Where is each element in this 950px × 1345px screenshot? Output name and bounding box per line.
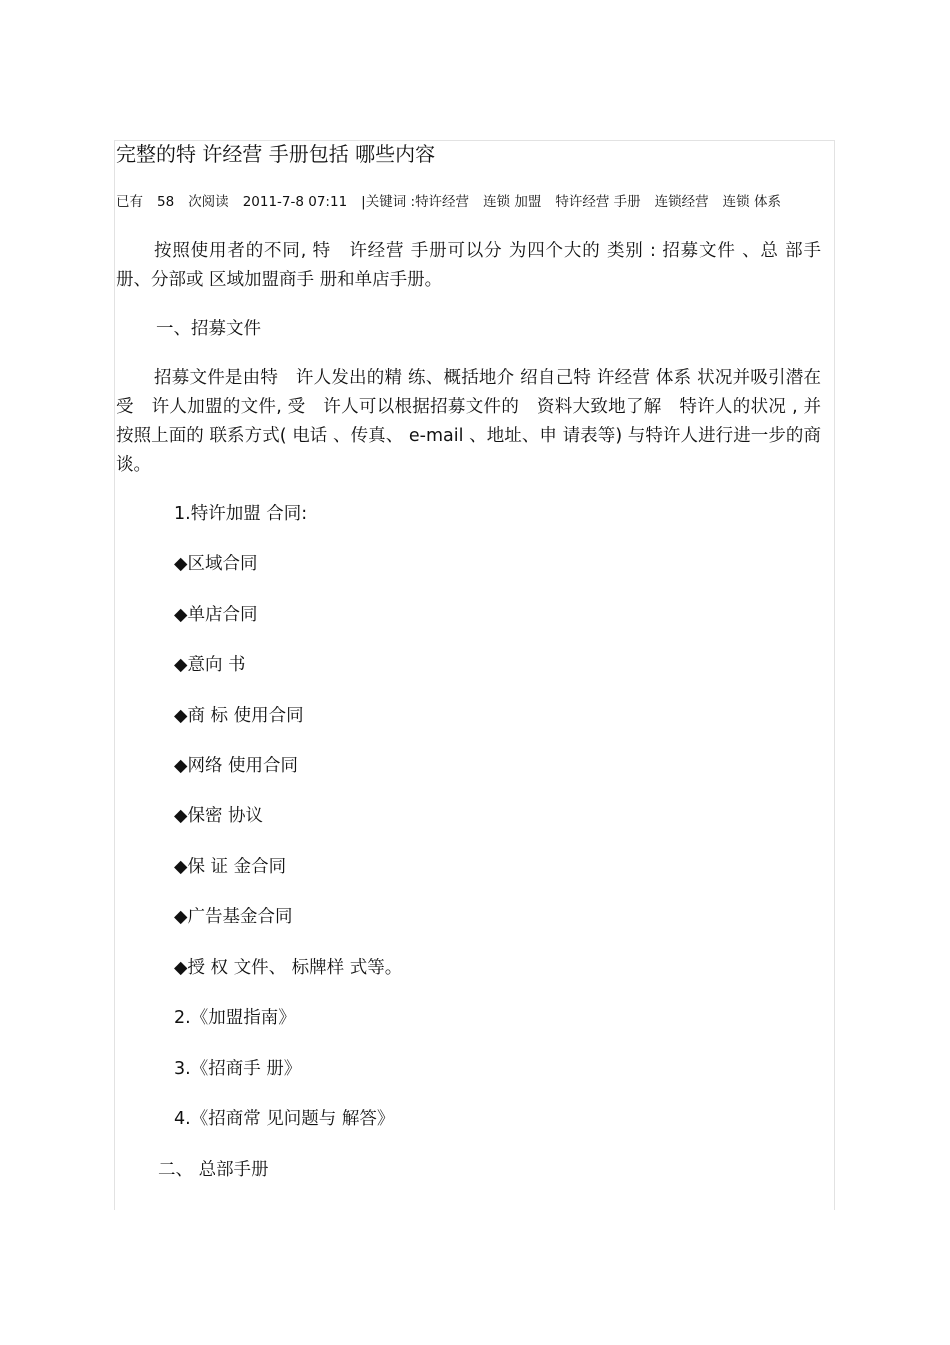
keyword-link[interactable]: 连锁经营 <box>654 194 709 210</box>
section-heading-headquarters: 二、 总部手册 <box>158 1160 269 1180</box>
list-item: 2.《加盟指南》 <box>174 1008 296 1028</box>
keyword-link[interactable]: 连锁 加盟 <box>483 194 542 210</box>
recruitment-paragraph: 招募文件是由特 许人发出的精 练、概括地介 绍自己特 许经营 体系 状况并吸引潜在受 许人加盟的文件, 受 许人可以根据招募文件的 资料大致地了解 特许人的状况 , 并按照上面的 联系方式( 电话 、传真、 e-mail 、地址、申 请表等) 与特许人进行进一步的商 谈。 <box>116 368 821 475</box>
publish-date: 2011-7-8 07:11 <box>242 194 348 210</box>
list-item: ◆网络 使用合同 <box>174 756 299 776</box>
list-heading-contracts: 1.特许加盟 合同: <box>174 504 308 524</box>
list-item: 3.《招商手 册》 <box>174 1059 302 1079</box>
list-item: ◆广告基金合同 <box>174 907 293 927</box>
list-item: ◆区域合同 <box>174 554 258 574</box>
read-suffix: 次阅读 <box>188 194 229 210</box>
list-item: ◆保密 协议 <box>174 806 264 826</box>
list-item: ◆单店合同 <box>174 605 258 625</box>
keywords-label: |关键词 : <box>361 194 416 210</box>
list-item: ◆商 标 使用合同 <box>174 706 304 726</box>
list-item: ◆意向 书 <box>174 655 246 675</box>
list-item: ◆保 证 金合同 <box>174 857 287 877</box>
page-title: 完整的特 许经营 手册包括 哪些内容 <box>116 142 436 166</box>
read-prefix: 已有 <box>116 194 143 210</box>
list-item: 4.《招商常 见问题与 解答》 <box>174 1109 395 1129</box>
read-count: 58 <box>157 194 175 210</box>
keyword-link[interactable]: 特许经营 <box>415 194 470 210</box>
section-heading-recruitment: 一、招募文件 <box>156 319 261 339</box>
keyword-link[interactable]: 特许经营 手册 <box>555 194 641 210</box>
keyword-link[interactable]: 连锁 体系 <box>722 194 781 210</box>
intro-paragraph: 按照使用者的不同, 特 许经营 手册可以分 为四个大的 类别 : 招募文件 、总 部手 册、分部或 区域加盟商手 册和单店手册。 <box>116 241 821 290</box>
article-meta <box>116 192 781 212</box>
list-item: ◆授 权 文件、 标牌样 式等。 <box>174 958 403 978</box>
